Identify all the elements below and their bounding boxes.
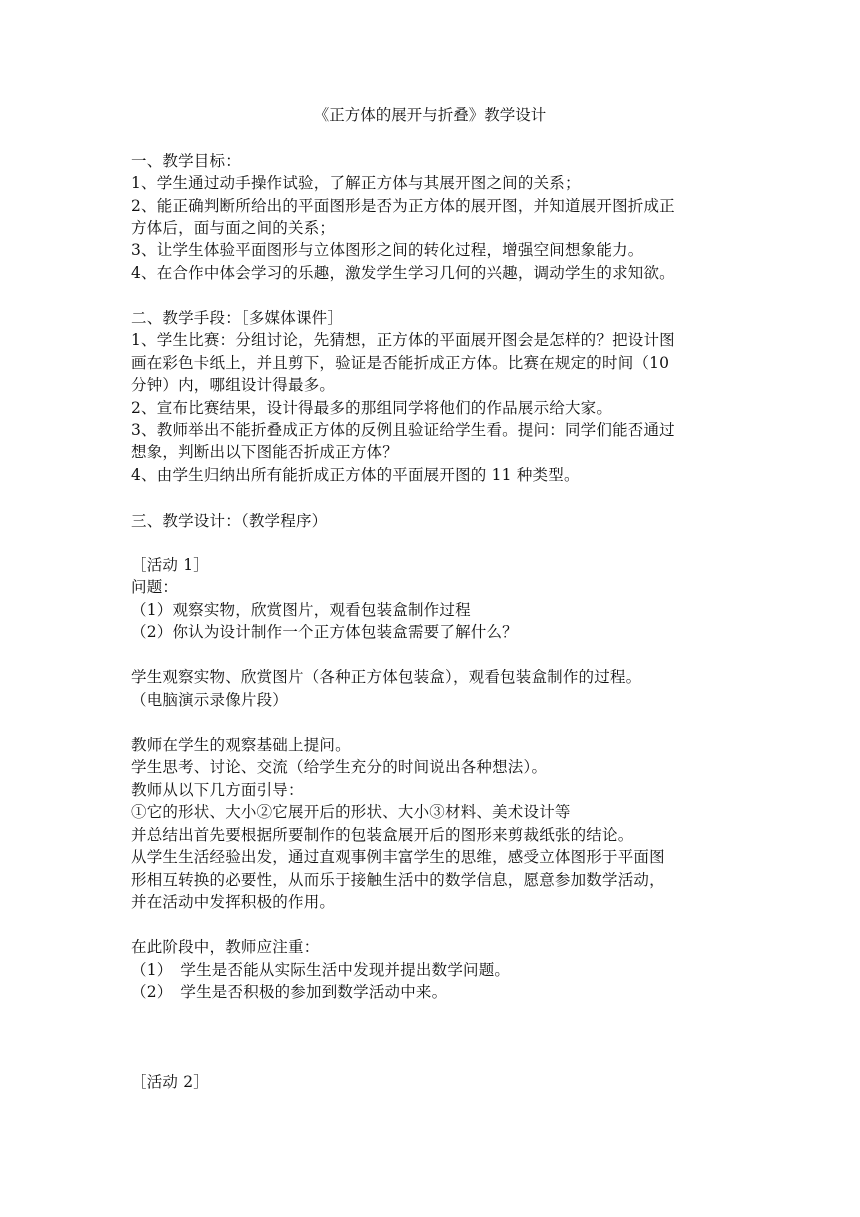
focus-line: （2） 学生是否积极的参加到数学活动中来。 bbox=[131, 983, 448, 1001]
section-heading-means: 二、教学手段：［多媒体课件］ bbox=[131, 309, 344, 327]
means-line: 1、学生比赛：分组讨论，先猜想，正方体的平面展开图会是怎样的？把设计图 bbox=[131, 331, 675, 349]
means-line: 想象，判断出以下图能否折成正方体？ bbox=[131, 443, 398, 461]
discussion-line: 并在活动中发挥积极的作用。 bbox=[131, 893, 336, 911]
discussion-line: 形相互转换的必要性，从而乐于接触生活中的数学信息，愿意参加数学活动， bbox=[131, 871, 665, 889]
goal-line: 2、能正确判断所给出的平面图形是否为正方体的展开图，并知道展开图折成正 bbox=[131, 197, 675, 215]
discussion-line: 并总结出首先要根据所要制作的包装盒展开后的图形来剪裁纸张的结论。 bbox=[131, 826, 634, 844]
means-line: 4、由学生归纳出所有能折成正方体的平面展开图的 11 种类型。 bbox=[131, 466, 580, 484]
goal-line: 3、让学生体验平面图形与立体图形之间的转化过程，增强空间想象能力。 bbox=[131, 241, 644, 259]
discussion-line: 从学生生活经验出发，通过直观事例丰富学生的思维，感受立体图形于平面图 bbox=[131, 848, 665, 866]
question-label: 问题： bbox=[131, 578, 179, 596]
focus-heading: 在此阶段中，教师应注重： bbox=[131, 938, 320, 956]
goal-line: 方体后，面与面之间的关系； bbox=[131, 219, 336, 237]
means-line: 2、宣布比赛结果，设计得最多的那组同学将他们的作品展示给大家。 bbox=[131, 399, 613, 417]
activity-2-label: ［活动 2］ bbox=[131, 1073, 209, 1091]
means-line: 分钟）内，哪组设计得最多。 bbox=[131, 376, 336, 394]
discussion-line: 教师从以下几方面引导： bbox=[131, 781, 304, 799]
question-line: （1）观察实物，欣赏图片，观看包装盒制作过程 bbox=[131, 601, 471, 619]
observe-line: 学生观察实物、欣赏图片（各种正方体包装盒），观看包装盒制作的过程。 bbox=[131, 668, 642, 686]
document-title: 《正方体的展开与折叠》教学设计 bbox=[313, 106, 547, 124]
discussion-line: 教师在学生的观察基础上提问。 bbox=[131, 736, 351, 754]
focus-line: （1） 学生是否能从实际生活中发现并提出数学问题。 bbox=[131, 961, 511, 979]
section-heading-design: 三、教学设计：（教学程序） bbox=[131, 512, 328, 530]
observe-line: （电脑演示录像片段） bbox=[131, 691, 289, 709]
goal-line: 4、在合作中体会学习的乐趣，激发学生学习几何的兴趣，调动学生的求知欲。 bbox=[131, 264, 675, 282]
section-heading-goals: 一、教学目标： bbox=[131, 152, 241, 170]
discussion-line: 学生思考、讨论、交流（给学生充分的时间说出各种想法）。 bbox=[131, 758, 548, 776]
activity-1-label: ［活动 1］ bbox=[131, 556, 209, 574]
question-line: （2）你认为设计制作一个正方体包装盒需要了解什么？ bbox=[131, 623, 518, 641]
discussion-line: ①它的形状、大小②它展开后的形状、大小③材料、美术设计等 bbox=[131, 803, 571, 821]
means-line: 画在彩色卡纸上，并且剪下，验证是否能折成正方体。比赛在规定的时间（10 bbox=[131, 354, 670, 372]
goal-line: 1、学生通过动手操作试验，了解正方体与其展开图之间的关系； bbox=[131, 174, 581, 192]
means-line: 3、教师举出不能折叠成正方体的反例且验证给学生看。提问：同学们能否通过 bbox=[131, 421, 675, 439]
